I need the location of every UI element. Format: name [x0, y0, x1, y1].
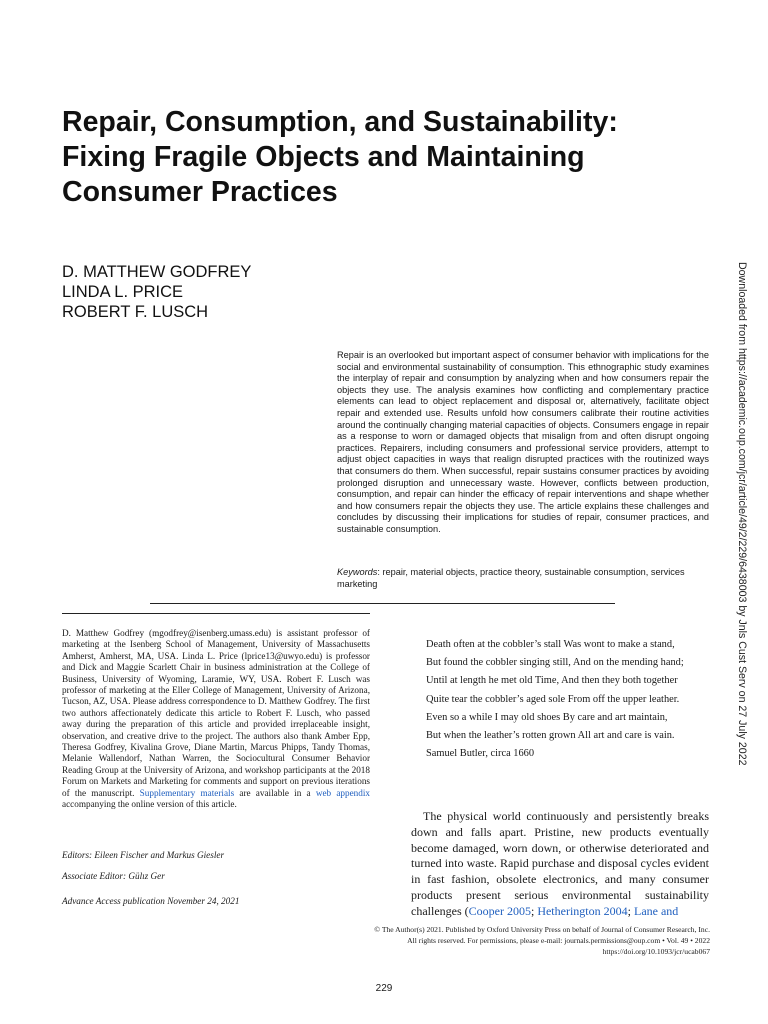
epigraph-line: But when the leather’s rotten grown All art and care is vain.: [426, 730, 675, 742]
epigraph-line: Even so a while I may old shoes By care and art maintain,: [426, 711, 668, 723]
keywords: [337, 566, 709, 590]
supplementary-materials-link[interactable]: Supplementary materials: [139, 787, 235, 798]
epigraph-attribution: Samuel Butler, circa 1660: [426, 748, 535, 760]
epigraph-line: Death often at the cobbler’s stall Was wont to make a stand,: [426, 639, 675, 650]
advance-access: Advance Access publication November 24, 2021: [62, 896, 240, 906]
editors: Editors: Eileen Fischer and Markus Giesler: [62, 850, 225, 860]
article-title: [62, 105, 702, 210]
author-name: ROBERT F. LUSCH: [62, 303, 209, 321]
epigraph-line: Quite tear the cobbler’s aged sole From off the upper leather.: [426, 693, 680, 705]
title-line: Consumer Practices: [62, 176, 338, 208]
section-divider: [150, 603, 615, 604]
download-watermark: Downloaded from https://academic.oup.com/jcr/article/49/2/229/6438003 by Jnls Cust Serv on 27 July 2022: [736, 262, 748, 766]
citation-link[interactable]: Hetherington 2004: [537, 903, 628, 918]
epigraph-line: But found the cobbler singing still, And on the mending hand;: [426, 657, 684, 669]
abstract: Repair is an overlooked but important aspect of consumer behavior with implications for the social and environmental sustainability of consumption. This ethnographic study examines the interplay of repair and consumption by analyzing when and how consumers repair the objects they use. The analysis examines how conflicting and complementary practice elements can lead to object replacement and disposal or, alternatively, facilitate object repair and extended use. Results unfold how consumers calibrate their routine activities around the continually changing material capacities of objects. Consumers engage in repair as a response to worn or damaged objects that misalign from and often disrupt ongoing practices. Repairers, including consumers and professional service providers, attempt to adjust object capacities in ways that realign disrupted practices with the routinized ways that consumers do them. When successful, repair sustains consumer practices by avoiding prolonged disruption and unnecessary waste. However, conflicts between production, consumption, and repair can hinder the efficacy of repair interventions and shape whether and how consumers repair the objects they use. The article explains these challenges and concludes by discussing their implications for studies of repair, consumer practices, and sustainable consumption.: [337, 350, 709, 534]
epigraph: [426, 638, 710, 765]
citation-link[interactable]: Cooper 2005: [468, 903, 531, 918]
footnote-text: accompanying the online version of this article.: [62, 799, 237, 810]
title-line: Repair, Consumption, and Sustainability:: [62, 106, 618, 138]
body-paragraph: [411, 809, 709, 920]
title-line: Fixing Fragile Objects and Maintaining: [62, 141, 585, 173]
author-footnote: [62, 628, 370, 811]
citation-link[interactable]: Lane and: [633, 903, 679, 918]
author-list: [62, 262, 251, 322]
author-name: LINDA L. PRICE: [62, 283, 184, 301]
footnote-text: D. Matthew Godfrey (mgodfrey@isenberg.umass.edu) is assistant professor of marketing at the Isenberg School of Management, University of Massachusetts Amherst, Amherst, MA, USA. Linda L. Price (lprice13@uwyo.edu) is professor and Dick and Maggie Scarlett Chair in business administration at the College of Business, University of Wyoming, Laramie, WY, USA. Robert F. Lusch was professor of marketing at the Eller College of Management, University of Arizona, Tucson, AZ, USA. Please address correspondence to D. Matthew Godfrey. The first two authors affectionately dedicate this article to Robert F. Lusch, who passed away during the preparation of this article and provided irreplaceable insight, observation, and creative drive to the project. The authors also thank Amber Epp, Theresa Godfrey, Kivalina Grove, Diane Martin, Marcus Phipps, Tandy Thomas, Melanie Wallendorf, Nathan Warren, the Sociocultural Consumer Behavior Reading Group at the University of Arizona, and workshop participants at the 2018 Forum on Markets and Marketing for comments and support on previous iterations of the manuscript.: [62, 628, 370, 798]
author-name: D. MATTHEW GODFREY: [62, 263, 252, 281]
body-text: The physical world continuously and persistently breaks down and falls apart. Pristine, new products eventually become damaged, worn down, or otherwise deteriorated and turned into waste. Rapid purchase and disposal cycles evident in fast fashion, obsolete electronics, and many consumer products present serious environmental sustainability challenges (: [411, 809, 709, 918]
associate-editor: Associate Editor: Gülız Ger: [62, 871, 165, 881]
copyright-block: [280, 924, 710, 957]
page-number: 229: [375, 983, 393, 994]
keywords-text: : repair, material objects, practice theory, sustainable consumption, services marketing: [337, 567, 685, 589]
copyright-line: All rights reserved. For permissions, please e-mail: journals.permissions@oup.com • Vol. 49 • 2022: [407, 936, 710, 945]
copyright-line: © The Author(s) 2021. Published by Oxford University Press on behalf of Journal of Consumer Research, Inc.: [374, 925, 710, 934]
epigraph-line: Until at length he met old Time, And then they both together: [426, 675, 678, 687]
doi-line: https://doi.org/10.1093/jcr/ucab067: [602, 947, 710, 956]
citation-separator: ;: [530, 903, 538, 918]
footnote-text: are available in a: [234, 787, 316, 798]
keywords-label: Keywords: [337, 567, 378, 577]
footnote-divider: [62, 613, 370, 614]
web-appendix-link[interactable]: web appendix: [315, 787, 371, 798]
citation-separator: ;: [627, 903, 634, 918]
